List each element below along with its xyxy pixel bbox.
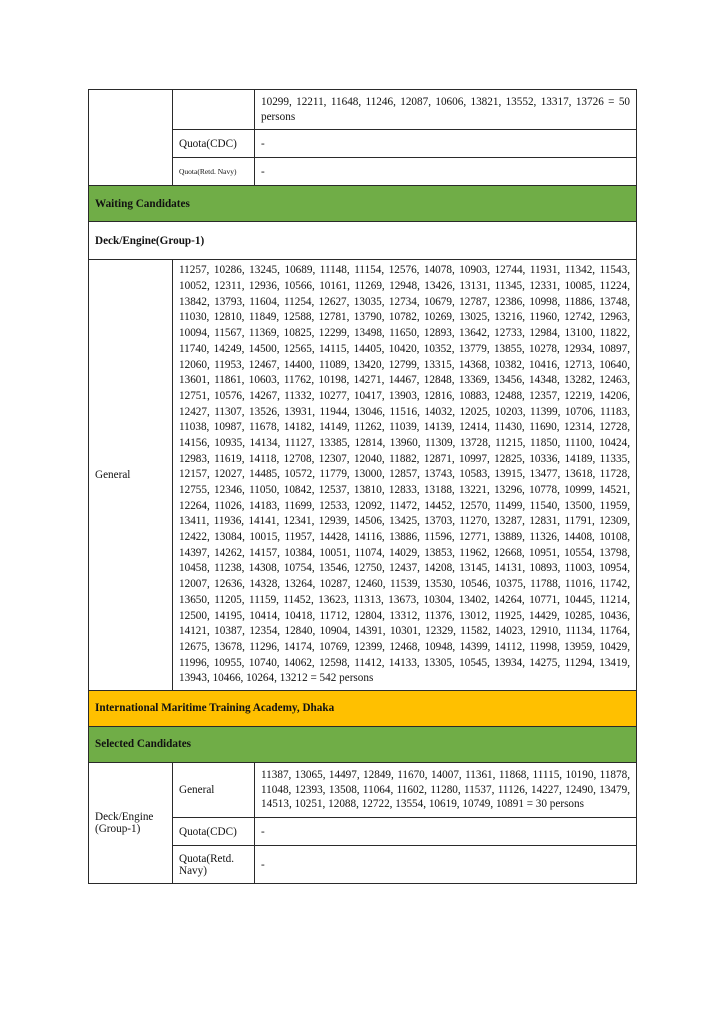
waiting-numbers-list: 11257, 10286, 13245, 10689, 11148, 11154, 12576, 14078, 10903, 12744, 11931, 11342, 11543, 10052, 12311, 12936, 10566, 10161, 11269, 12948, 13426, 13131, 11345, 12331, 10085, 11224, 13842, 13793, 11604, 11254, 12627, 13035, 12734, 10679, 12787, 12386, 10998, 11886, 13748, 11030, 12810, 11849, 12588, 12781, 13790, 10782, 10269, 13025, 13216, 11960, 12742, 12963, 10094, 11567, 11369, 10825, 12299, 13498, 11650, 12893, 13642, 12733, 12984, 13100, 11822, 11740, 14249, 14500, 12565, 14115, 14405, 10420, 10352, 13779, 13855, 10278, 12934, 10897, 12060, 11953, 12467, 14400, 11089, 13420, 12799, 13315, 14368, 10382, 10416, 12713, 10640, 13601, 11861, 10603, 11762, 10198, 14271, 14467, 12848, 13369, 13456, 14348, 13282, 12463, 12751, 10576, 14267, 11332, 10277, 10417, 13903, 12816, 10883, 12488, 12357, 12219, 14206, 12427, 11307, 13526, 13931, 11944, 13046, 11516, 14032, 12025, 10203, 11399, 10706, 11183, 11038, 10987, 11678, 14182, 14149, 11262, 11039, 14139, 12414, 11430, 11690, 12314, 12728, 14156, 10935, 14134, 11127, 13385, 12814, 13960, 11309, 13728, 11215, 11850, 11100, 10424, 12983, 11619, 14118, 12708, 12307, 12040, 11882, 12871, 10997, 12825, 10336, 14189, 11335, 12157, 12027, 14485, 10572, 11779, 13000, 12857, 13743, 10583, 13915, 13477, 13618, 11728, 12755, 12346, 11050, 10842, 12537, 13810, 12833, 13188, 13221, 13296, 10778, 10999, 14521, 12264, 11026, 14183, 11699, 12533, 12092, 11472, 14452, 12570, 11499, 11540, 13500, 11959, 13411, 11936, 14141, 12341, 12939, 14506, 13425, 13703, 11270, 13287, 12831, 11791, 12309, 12422, 13084, 10015, 11957, 14428, 14116, 13886, 11596, 12771, 13889, 11326, 14408, 10108, 14397, 14262, 14157, 10384, 10051, 11074, 14029, 13853, 11962, 12668, 10951, 10554, 13798, 10458, 11238, 14308, 10754, 13546, 12750, 12437, 14208, 13145, 14131, 10893, 11003, 10954, 12007, 12636, 14328, 13264, 10287, 12460, 11539, 13530, 10546, 10375, 11788, 11016, 11742, 13650, 11205, 11159, 11452, 13623, 11313, 13673, 10304, 13402, 14264, 10771, 10445, 11214, 12500, 14195, 10414, 10418, 11712, 12804, 13312, 11376, 13012, 11925, 14429, 10285, 10436, 14121, 10387, 12354, 12840, 10904, 14391, 10301, 12329, 11582, 14023, 12910, 11134, 11764, 12675, 13678, 11296, 14174, 10769, 12399, 12468, 10948, 14399, 14112, 11998, 13959, 10429, 11996, 10955, 10740, 14062, 12598, 11412, 14133, 13305, 10545, 13934, 14275, 11294, 13419, 13943, 10466, 10264, 13212 = 542 persons bbox=[173, 260, 637, 691]
table-row bbox=[89, 186, 637, 222]
academy-group-label: Deck/Engine (Group-1) bbox=[89, 762, 173, 883]
academy-quota-cdc-label: Quota(CDC) bbox=[173, 818, 255, 846]
academy-general-numbers: 11387, 13065, 14497, 12849, 11670, 14007, 11361, 11868, 11115, 10190, 11878, 11048, 12393, 13508, 11064, 11602, 11280, 11537, 11126, 14227, 12490, 13479, 14513, 10251, 12088, 12722, 13554, 10619, 10749, 10891 = 30 persons bbox=[255, 762, 637, 817]
selected-candidates-heading: Selected Candidates bbox=[89, 726, 637, 762]
blank-category-cell bbox=[173, 90, 255, 130]
quota-navy-label: Quota(Retd. Navy) bbox=[173, 158, 255, 186]
academy-quota-navy-value: - bbox=[255, 846, 637, 884]
waiting-group-heading: Deck/Engine(Group-1) bbox=[89, 222, 637, 260]
quota-cdc-value: - bbox=[255, 130, 637, 158]
academy-quota-cdc-value: - bbox=[255, 818, 637, 846]
table-row bbox=[89, 260, 637, 691]
academy-general-label: General bbox=[173, 762, 255, 817]
table-row bbox=[89, 690, 637, 726]
selected-numbers-tail: 10299, 12211, 11648, 11246, 12087, 10606, 13821, 13552, 13317, 13726 = 50 persons bbox=[255, 90, 637, 130]
waiting-category-label: General bbox=[89, 260, 173, 691]
waiting-candidates-heading: Waiting Candidates bbox=[89, 186, 637, 222]
quota-navy-value: - bbox=[255, 158, 637, 186]
results-table bbox=[88, 89, 637, 884]
table-row bbox=[89, 222, 637, 260]
academy-quota-navy-label: Quota(Retd. Navy) bbox=[173, 846, 255, 884]
quota-cdc-label: Quota(CDC) bbox=[173, 130, 255, 158]
academy-heading: International Maritime Training Academy, Dhaka bbox=[89, 690, 637, 726]
blank-group-cell bbox=[89, 90, 173, 186]
table-row bbox=[89, 90, 637, 130]
table-row bbox=[89, 762, 637, 817]
table-row bbox=[89, 726, 637, 762]
